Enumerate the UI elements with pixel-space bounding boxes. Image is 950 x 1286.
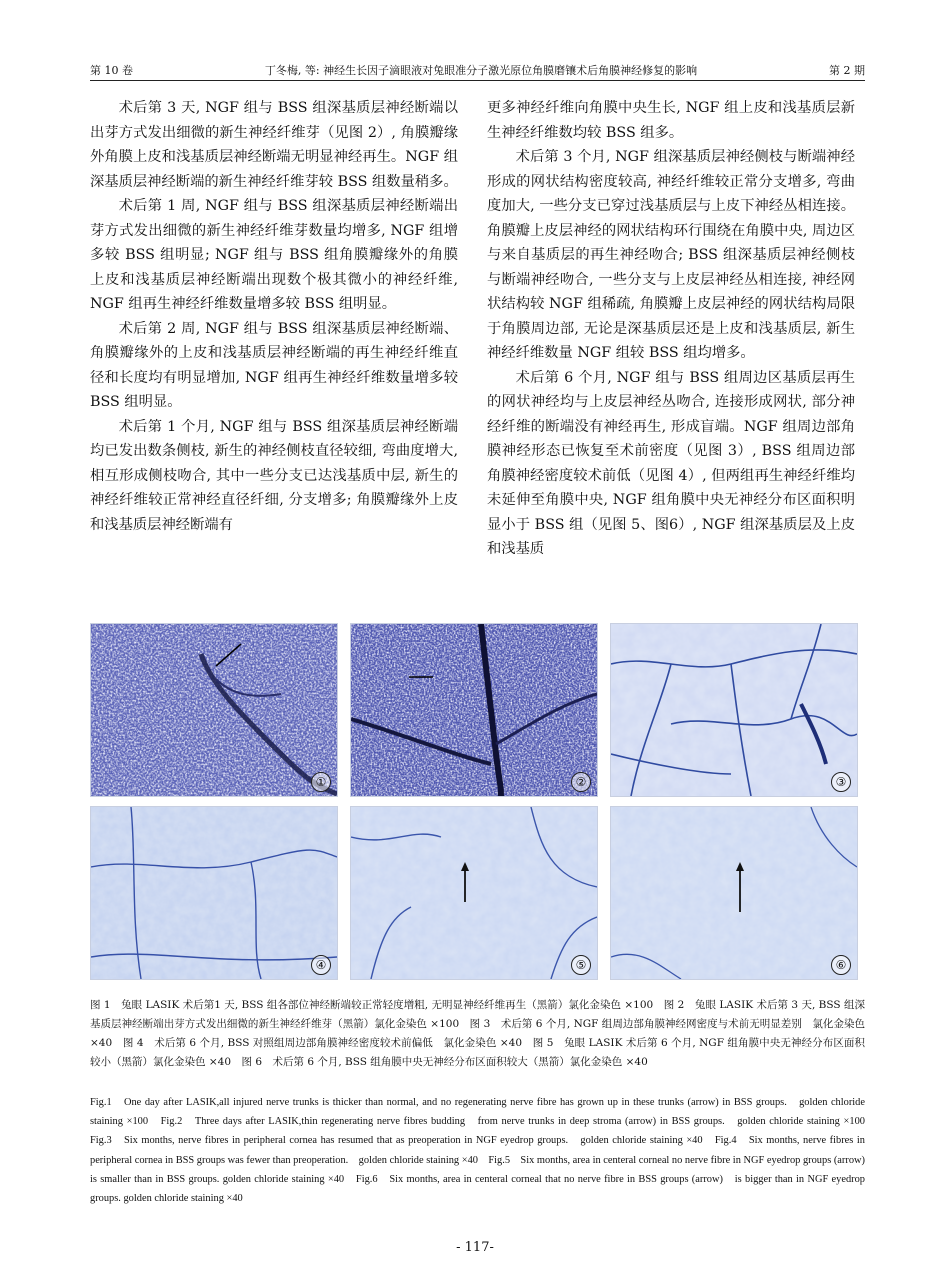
micrograph-image xyxy=(91,624,337,796)
figure-6-micrograph xyxy=(610,806,858,980)
header-title: 丁冬梅, 等: 神经生长因子滴眼液对兔眼准分子激光原位角膜磨镶术后角膜神经修复的影响 xyxy=(264,64,698,77)
micrograph-image xyxy=(611,807,857,979)
paragraph: 术后第 3 个月, NGF 组深基质层神经侧枝与断端神经形成的网状结构密度较高, 神经纤维较正常分支增多, 弯曲度加大, 一些分支已穿过浅基质层与上皮下神经丛相连接。角膜瓣上皮层神经的网状结构环行围绕在角膜中央, 周边区与来自基质层的再生神经吻合; BSS 组深基质层神经侧枝与断端神经吻合, 一些分支与上皮层神经丛相连接, 神经网状结构较 NGF 组稀疏, 角膜瓣上皮层神经的网状结构局限于角膜周边部, 无论是深基质层还是上皮和浅基质层, 新生神经纤维数量 NGF 组较 BSS 组均增多。 xyxy=(487,149,855,361)
paragraph: 术后第 3 天, NGF 组与 BSS 组深基质层神经断端以出芽方式发出细微的新生神经纤维芽（见图 2）, 角膜瓣缘外角膜上皮和浅基质层神经断端无明显神经再生。NGF 组深基质层神经断端的新生神经纤维芽较 BSS 组数量稍多。 xyxy=(90,100,458,190)
figure-3-micrograph xyxy=(610,623,858,797)
paragraph: 更多神经纤维向角膜中央生长, NGF 组上皮和浅基质层新生神经纤维数均较 BSS 组多。 xyxy=(487,100,855,141)
figure-label: ① xyxy=(311,772,331,792)
page-number: - 117- xyxy=(456,1240,494,1255)
figure-label: ② xyxy=(571,772,591,792)
micrograph-image xyxy=(91,807,337,979)
figure-1-micrograph xyxy=(90,623,338,797)
figure-caption-chinese: 图 1 兔眼 LASIK 术后第1 天, BSS 组各部位神经断端较正常轻度增粗, 无明显神经纤维再生（黑箭）氯化金染色 ×100 图 2 兔眼 LASIK 术后第 3 天, BSS 组深基质层神经断端出芽方式发出细微的新生神经纤维芽（黑箭）氯化金染色 ×100 图 3 术后第 6 个月, NGF 组周边部角膜神经网密度与术前无明显差别 氯化金染色 ×40 图 4 术后第 6 个月, BSS 对照组周边部角膜神经密度较术前偏低 氯化金染色 ×40 图 5 兔眼 LASIK 术后第 6 个月, NGF 组角膜中央无神经分布区面积较小（黑箭）氯化金染色 ×40 图 6 术后第 6 个月, BSS 组角膜中央无神经分布区面积较大（黑箭）氯化金染色 ×40 xyxy=(90,999,865,1068)
micrograph-image xyxy=(351,624,597,796)
paragraph: 术后第 2 周, NGF 组与 BSS 组深基质层神经断端、角膜瓣缘外的上皮和浅基质层神经断端的再生神经纤维直径和长度均有明显增加, NGF 组再生神经纤维数量增多较 BSS 组明显。 xyxy=(90,320,458,410)
header-issue: 第 2 期 xyxy=(828,64,865,77)
figure-caption-english: Fig.1 One day after LASIK,all injured nerve trunks is thicker than normal, and no regenerating nerve fibre has grown up in these trunks (arrow) in BSS groups. golden chloride staining ×100 Fig.2 Three days after LASIK,thin regenerating nerve fibres budding from nerve trunks in deep stroma (arrow) in BSS groups. golden chloride staining ×100 Fig.3 Six months, nerve fibres in peripheral cornea has resumed that as preoperation in NGF eyedrop groups. golden chloride staining ×40 Fig.4 Six months, nerve fibres in peripheral cornea in BSS groups was fewer than preoperation. golden chloride staining ×40 Fig.5 Six months, area in centeral corneal no nerve fibre in NGF eyedrop groups (arrow) is smaller than in BSS groups. golden chloride staining ×40 Fig.6 Six months, area in centeral corneal that no nerve fibre in BSS groups (arrow) is bigger than in NGF eyedrop groups. golden chloride staining ×40 xyxy=(90,1097,876,1205)
right-column xyxy=(487,96,855,562)
paragraph: 术后第 6 个月, NGF 组与 BSS 组周边区基质层再生的网状神经均与上皮层神经丛吻合, 连接形成网状, 部分神经纤维的断端没有神经再生, 形成盲端。NGF 组周边部角膜神经形态已恢复至术前密度（见图 3）, BSS 组周边部角膜神经密度较术前低（见图 4）, 但两组再生神经纤维均未延伸至角膜中央, NGF 组角膜中央无神经分布区面积明显小于 BSS 组（见图 5、图6）, NGF 组深基质层及上皮和浅基质 xyxy=(487,369,855,557)
paragraph: 术后第 1 周, NGF 组与 BSS 组深基质层神经断端出芽方式发出细微的新生神经纤维芽数量均增多, NGF 组增多较 BSS 组明显; NGF 组与 BSS 组角膜瓣缘外的角膜上皮和浅基质层神经断端出现数个极其微小的神经纤维, NGF 组再生神经纤维数量增多较 BSS 组明显。 xyxy=(90,198,458,312)
figure-4-micrograph xyxy=(90,806,338,980)
header-volume: 第 10 卷 xyxy=(90,64,133,77)
figure-label: ③ xyxy=(831,772,851,792)
header-rule xyxy=(90,80,865,81)
figure-5-micrograph xyxy=(350,806,598,980)
micrograph-image xyxy=(611,624,857,796)
figure-label: ⑤ xyxy=(571,955,591,975)
paragraph: 术后第 1 个月, NGF 组与 BSS 组深基质层神经断端均已发出数条侧枝, 新生的神经侧枝直径较细, 弯曲度增大, 相互形成侧枝吻合, 其中一些分支已达浅基质中层, 新生的神经纤维较正常神经直径纤细, 分支增多; 角膜瓣缘外上皮和浅基质层神经断端有 xyxy=(90,418,458,533)
micrograph-image xyxy=(351,807,597,979)
figure-2-micrograph xyxy=(350,623,598,797)
running-header xyxy=(90,60,865,80)
figure-label: ④ xyxy=(311,955,331,975)
left-column xyxy=(90,96,458,537)
figure-label: ⑥ xyxy=(831,955,851,975)
